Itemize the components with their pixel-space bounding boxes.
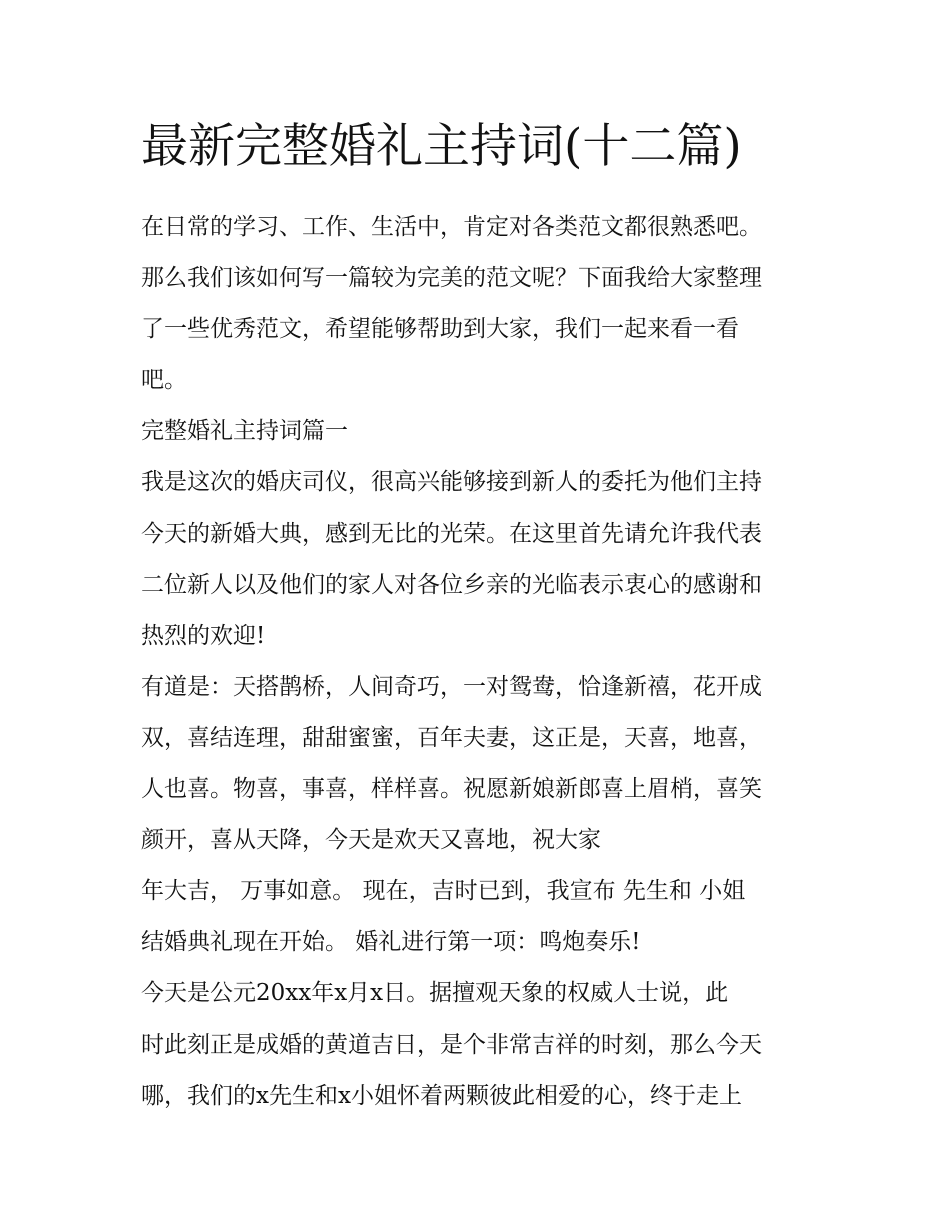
text-line: 热烈的欢迎!	[141, 622, 266, 649]
document-body	[141, 202, 821, 1122]
document-content	[141, 112, 821, 1122]
text-line: 年大吉， 万事如意。 现在，吉时已到，我宣布 先生和 小姐	[141, 878, 746, 905]
text-line: 了一些优秀范文，希望能够帮助到大家，我们一起来看一看	[141, 316, 739, 343]
text-line: 二位新人以及他们的家人对各位乡亲的光临表示衷心的感谢和	[141, 571, 762, 598]
text-line: 在日常的学习、工作、生活中，肯定对各类范文都很熟悉吧。	[141, 214, 762, 240]
text-line: 有道是：天搭鹊桥，人间奇巧，一对鸳鸯，恰逢新禧，花开成	[141, 673, 762, 700]
text-line: 今天是公元20xx年x月x日。据擅观天象的权威人士说，此	[141, 980, 729, 1007]
text-line: 结婚典礼现在开始。 婚礼进行第一项：鸣炮奏乐!	[141, 929, 641, 956]
text-line: 我是这次的婚庆司仪，很高兴能够接到新人的委托为他们主持	[141, 469, 762, 496]
text-line: 双，喜结连理，甜甜蜜蜜，百年夫妻，这正是，天喜，地喜，	[141, 724, 762, 751]
text-line: 人也喜。物喜，事喜，样样喜。祝愿新娘新郎喜上眉梢，喜笑	[141, 776, 762, 803]
text-line: 那么我们该如何写一篇较为完美的范文呢？下面我给大家整理	[141, 265, 762, 292]
text-line: 时此刻正是成婚的黄道吉日，是个非常吉祥的时刻，那么今天	[141, 1031, 762, 1058]
text-line: 哪，我们的x先生和x小姐怀着两颗彼此相爱的心，终于走上	[141, 1082, 742, 1109]
document-title: 最新完整婚礼主持词(十二篇)	[141, 119, 742, 174]
text-line: 吧。	[141, 367, 187, 394]
text-line: 颜开，喜从天降，今天是欢天又喜地，祝大家	[141, 827, 601, 854]
text-line: 今天的新婚大典，感到无比的光荣。在这里首先请允许我代表	[141, 520, 762, 547]
section-heading: 完整婚礼主持词篇一	[141, 418, 348, 445]
